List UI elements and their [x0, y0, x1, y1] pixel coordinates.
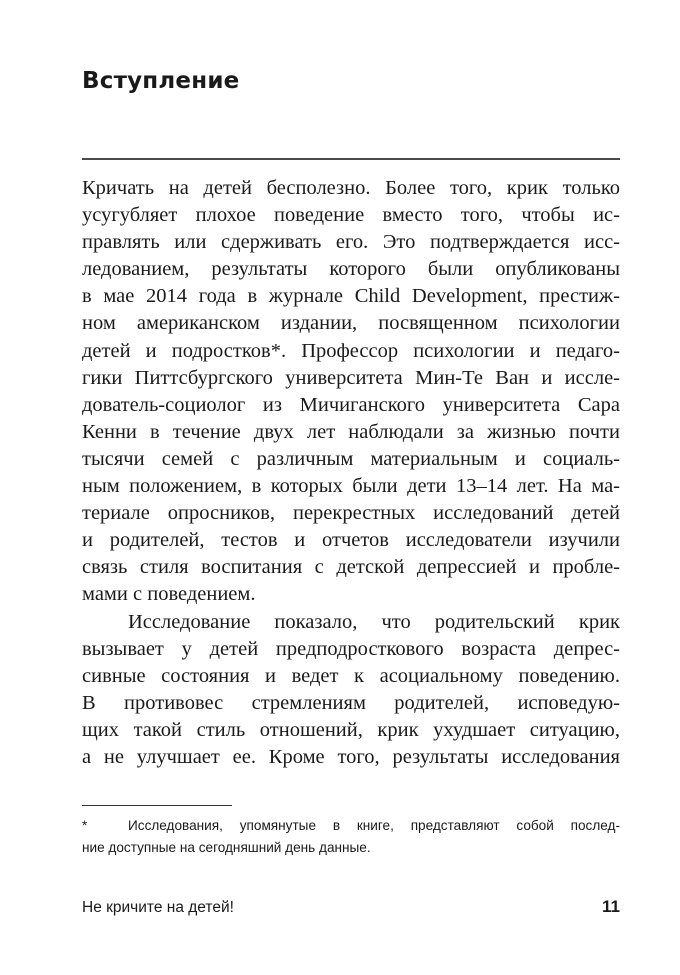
- body-line: и родителей, тестов и отчетов исследователи изучили: [82, 529, 620, 552]
- heading-rule: [82, 158, 620, 160]
- body-line: усугубляет плохое поведение вместо того, чтобы ис-: [82, 204, 620, 227]
- body-line: Исследование показало, что родительский крик: [128, 610, 620, 633]
- running-title: Не кричите на детей!: [82, 899, 234, 916]
- chapter-heading: Вступление: [82, 68, 240, 94]
- footnote-line: Исследования, упомянутые в книге, представляют собой послед-: [128, 818, 620, 833]
- body-line: в мае 2014 года в журнале Child Development, престиж-: [82, 285, 620, 308]
- body-text: [82, 175, 620, 771]
- body-line: В противовес стремлениям родителей, исповедую-: [82, 691, 620, 714]
- footnote-line: ние доступные на сегодняшний день данные.: [82, 840, 371, 855]
- footnote-marker: *: [82, 818, 88, 833]
- body-line: мами с поведением.: [82, 583, 256, 606]
- footnote: [82, 815, 620, 859]
- body-line: гики Питтсбургского университета Мин-Те Ван и иссле-: [82, 366, 620, 389]
- body-line: а не улучшает ее. Кроме того, результаты исследования: [82, 745, 620, 768]
- body-line: детей и подростков*. Профессор психологии и педаго-: [82, 339, 620, 362]
- body-line: ным положением, в которых были дети 13–14 лет. На ма-: [82, 475, 620, 498]
- body-line: ном американском издании, посвященном психологии: [82, 312, 620, 335]
- body-line: правлять или сдерживать его. Это подтверждается исс-: [82, 231, 620, 254]
- body-line: сивные состояния и ведет к асоциальному поведению.: [82, 664, 620, 687]
- body-line: дователь-социолог из Мичиганского университета Сара: [82, 393, 620, 416]
- body-line: щих такой стиль отношений, крик ухудшает ситуацию,: [82, 718, 620, 741]
- footnote-rule: [82, 805, 232, 806]
- body-line: вызывает у детей предподросткового возраста депрес-: [82, 637, 620, 660]
- body-line: Кричать на детей бесполезно. Более того, крик только: [82, 177, 620, 199]
- body-line: связь стиля воспитания с детской депрессией и пробле-: [82, 556, 620, 579]
- page-number: 11: [602, 897, 620, 916]
- body-line: тысячи семей с различным материальным и социаль-: [82, 447, 620, 470]
- body-line: ледованием, результаты которого были опубликованы: [82, 258, 620, 281]
- body-line: Кенни в течение двух лет наблюдали за жизнью почти: [82, 420, 620, 443]
- body-line: териале опросников, перекрестных исследований детей: [82, 502, 620, 525]
